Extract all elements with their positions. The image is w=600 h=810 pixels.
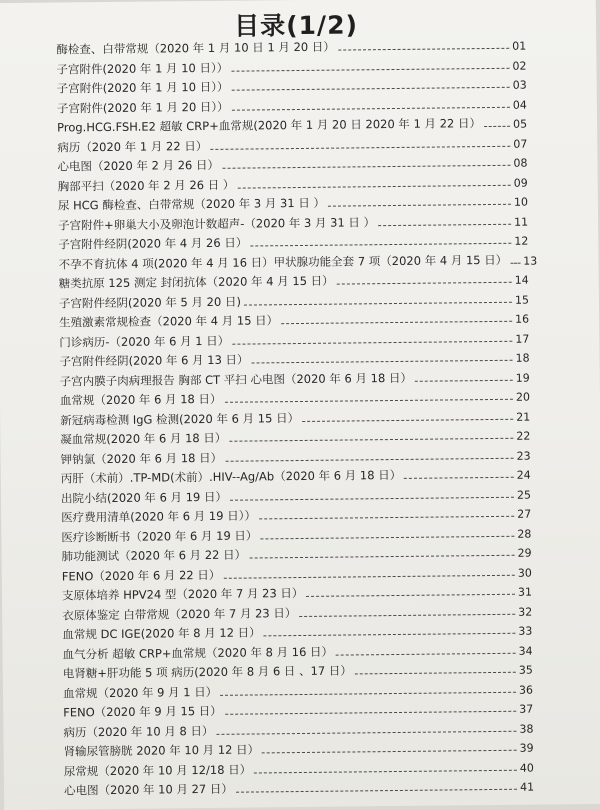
dot-leader <box>250 243 511 247</box>
toc-entry-label: 子宫附件经阴(2020 年 4 月 26 日） <box>58 235 248 252</box>
toc-entry-label: Prog.HCG.FSH.E2 超敏 CRP+血常规(2020 年 1 月 20 日 2020 年 1 月 22 日） <box>57 116 482 135</box>
dot-leader <box>231 87 509 91</box>
toc-entry-page-number: 25 <box>516 488 532 502</box>
dot-leader <box>236 789 517 793</box>
toc-entry-label: 医疗费用清单(2020 年 6 月 19 日）） <box>61 508 256 525</box>
toc-entry-label: FENO（2020 年 9 月 15 日） <box>63 703 222 720</box>
toc-entry-page-number: 03 <box>512 78 527 92</box>
toc-entry-label: 血常规（2020 年 9 月 1 日） <box>62 684 218 700</box>
dot-leader <box>225 711 516 715</box>
toc-entry-page-number: 34 <box>518 644 533 658</box>
toc-entry-page-number: 17 <box>515 332 530 346</box>
toc-entry-page-number: 27 <box>517 507 532 521</box>
toc-entry-page-number: 29 <box>517 546 532 560</box>
toc-entry-label: 胸部平扫（2020 年 2 月 26 日 ） <box>57 177 235 194</box>
dot-leader <box>306 594 515 597</box>
dot-leader <box>302 418 513 421</box>
toc-entry-page-number: 11 <box>514 215 529 229</box>
toc-entry-page-number: 22 <box>516 429 531 443</box>
toc-entry-page-number: 15 <box>514 293 529 307</box>
dot-leader <box>210 145 510 149</box>
toc-entry-page-number: 02 <box>512 59 527 73</box>
dot-leader <box>249 555 514 559</box>
toc-entry-label: 衣原体鉴定 白带常规（2020 年 7 月 23 日） <box>62 605 297 623</box>
toc-entry-page-number: 35 <box>518 663 533 677</box>
dot-leader <box>337 282 512 285</box>
toc-entry-label: 医疗诊断断书（2020 年 6 月 19 日） <box>61 527 258 545</box>
dot-leader <box>328 204 511 207</box>
toc-entry-page-number: 05 <box>513 117 528 131</box>
toc-entry-page-number: 18 <box>515 351 530 365</box>
dot-leader <box>404 477 514 479</box>
dot-leader <box>484 126 510 127</box>
toc-entry-label: 血气分析 超敏 CRP+血常规（2020 年 8 月 16 日） <box>62 644 334 661</box>
toc-entry-page-number: 32 <box>518 605 533 619</box>
toc-entry-page-number: 09 <box>513 176 528 190</box>
dot-leader <box>299 613 515 616</box>
toc-entry-label: 不孕不育抗体 4 项(2020 年 4 月 16 日）甲状腺功能全套 7 项（2020 年 4 月 15 日） <box>58 252 508 272</box>
toc-entry-label: 心电图（2020 年 10 月 27 日） <box>63 781 233 798</box>
toc-entry-label: 出院小结(2020 年 6 月 19 日） <box>60 489 228 506</box>
toc-entry-label: 子宫附件经阴(2020 年 5 月 20 日) <box>58 294 241 311</box>
toc-entry-page-number: 33 <box>518 624 533 638</box>
toc-entry-label: 门诊病历-（2020 年 6 月 1 日） <box>59 333 230 350</box>
toc-entry-page-number: 07 <box>513 137 528 151</box>
toc-entry-page-number: 23 <box>516 449 531 463</box>
dot-leader <box>224 399 512 403</box>
dot-leader <box>216 730 516 734</box>
toc-entry-label: 尿常规（2020 年 10 月 12/18 日） <box>63 762 252 778</box>
dot-leader <box>252 360 513 364</box>
toc-entry-page-number: 21 <box>516 410 531 424</box>
toc-entry-page-number: 40 <box>519 761 534 775</box>
toc-entry-label: 新冠病毒检测 IgG 检测(2020 年 6 月 15 日） <box>60 410 300 428</box>
dot-leader <box>355 672 516 675</box>
toc-entry-label: 尿 HCG 酶检查、白带常规（2020 年 3 月 31 日 ） <box>57 195 326 213</box>
toc-entry-label: 肾输尿管膀胱 2020 年 10 月 12 日） <box>63 742 260 759</box>
dot-leader <box>264 633 516 637</box>
toc-entry-page-number: 24 <box>516 468 531 482</box>
dot-leader <box>244 301 512 305</box>
dot-leader <box>254 769 517 773</box>
dot-leader <box>230 496 514 500</box>
dot-leader <box>378 223 511 225</box>
toc-entry-label: 子宫附件(2020 年 1 月 20 日）） <box>56 99 229 116</box>
dot-leader <box>232 340 512 344</box>
dot-leader <box>237 184 510 188</box>
toc-entry-label: 子宫内膜子肉病理报告 胸部 CT 平扫 心电图（2020 年 6 月 18 日） <box>59 370 412 389</box>
toc-entry-label: 生殖激素常规检查（2020 年 4 月 15 日） <box>59 313 279 330</box>
toc-entry-label: 心电图（2020 年 2 月 26 日） <box>57 157 220 174</box>
toc-entry-page-number: 13 <box>523 254 538 268</box>
dot-leader <box>510 262 520 263</box>
toc-entry-page-number: 19 <box>515 371 530 385</box>
toc-entry-label: 子宫附件经阴(2020 年 6 月 13 日） <box>59 352 249 369</box>
toc-entry-page-number: 39 <box>519 741 534 755</box>
dot-leader <box>225 457 513 461</box>
toc-entry-label: 钾钠氯（2020 年 6 月 18 日） <box>60 450 223 467</box>
toc-entry-page-number: 04 <box>512 98 527 112</box>
toc-entry-label: 电肾糖+肝功能 5 项 病历(2020 年 8 月 6 日 、17 日） <box>62 663 352 681</box>
dot-leader <box>259 516 514 520</box>
dot-leader <box>262 750 517 754</box>
toc-entry-page-number: 36 <box>518 683 534 697</box>
toc-entry-page-number: 38 <box>519 722 534 736</box>
toc-entry-label: FENO（2020 年 6 月 22 日） <box>61 567 221 584</box>
toc-entry-page-number: 31 <box>517 585 533 599</box>
toc-entry-label: 丙肝（术前）.TP-MD(术前）.HIV--Ag/Ab（2020 年 6 月 18 日） <box>60 467 402 486</box>
toc-entry-label: 血常规 DC IGE(2020 年 8 月 12 日） <box>62 625 261 642</box>
dot-leader <box>281 321 512 324</box>
toc-entry-label: 病历（2020 年 10 月 8 日） <box>63 723 214 739</box>
dot-leader <box>338 48 509 51</box>
toc-entry-label: 子宫附件(2020 年 1 月 10 日）） <box>56 79 229 96</box>
toc-entry-label: 子宫附件+卵巢大小及卵泡计数超声-（2020 年 3 月 31 日 ） <box>58 214 376 233</box>
dot-leader <box>336 652 516 655</box>
toc-entry-label: 肺功能测试（2020 年 6 月 22 日） <box>61 547 247 564</box>
toc-entry-label: 支原体培养 HPV24 型（2020 年 7 月 23 日） <box>61 585 304 603</box>
toc-entry <box>64 775 534 799</box>
toc-entry-label: 凝血常规(2020 年 6 月 18 日） <box>60 430 227 447</box>
toc-entry-page-number: 10 <box>513 195 528 209</box>
toc-entry-page-number: 37 <box>519 702 534 716</box>
dot-leader <box>229 438 513 442</box>
toc-entry-page-number: 12 <box>514 234 529 248</box>
dot-leader <box>222 165 510 169</box>
toc-entry-page-number: 16 <box>515 312 530 326</box>
toc-entry-label: 糖类抗原 125 测定 封闭抗体（2020 年 4 月 15 日） <box>58 273 334 291</box>
toc-entry-page-number: 30 <box>517 566 532 580</box>
toc-entry-page-number: 28 <box>517 527 532 541</box>
toc-entry-label: 子宫附件(2020 年 1 月 10 日）） <box>56 60 229 77</box>
dot-leader <box>232 106 510 110</box>
toc-entry-page-number: 08 <box>513 156 528 170</box>
dot-leader <box>260 535 514 539</box>
toc-entry-page-number: 20 <box>515 390 531 404</box>
dot-leader <box>220 691 516 695</box>
toc-entry-label: 病历（2020 年 1 月 22 日） <box>57 138 208 155</box>
toc-entry-page-number: 41 <box>519 780 535 794</box>
page-title: 目录(1/2) <box>234 10 359 41</box>
dot-leader <box>415 379 513 381</box>
dot-leader <box>231 67 509 71</box>
toc-entry-page-number: 14 <box>514 273 529 287</box>
toc-entry-page-number: 01 <box>512 39 527 53</box>
toc-entry-label: 酶检查、白带常规（2020 年 1 月 10 日 1 月 20 日） <box>56 39 335 57</box>
toc-entry-label: 血常规（2020 年 6 月 18 日） <box>59 391 222 408</box>
dot-leader <box>223 574 514 578</box>
